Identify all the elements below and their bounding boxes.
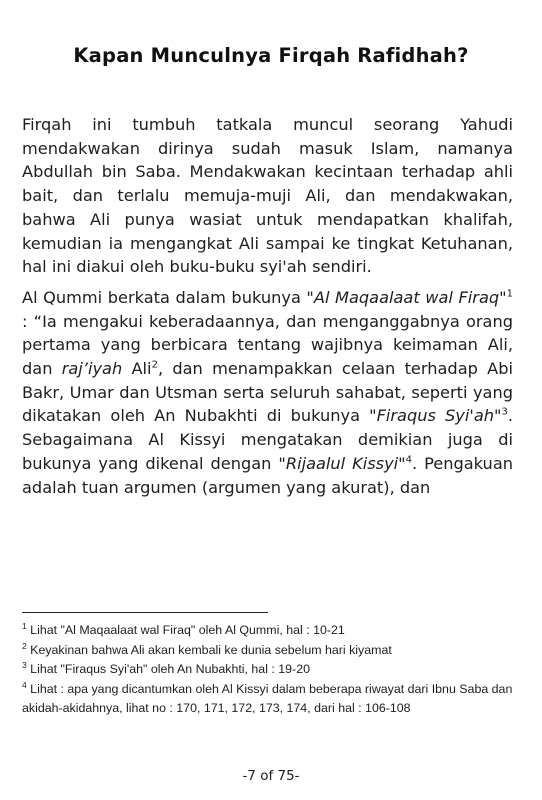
book-title: Rijaalul Kissyi [285,453,399,473]
footnote-ref: 3 [501,407,508,419]
footnote [22,680,513,719]
footnote-number: 4 [22,679,27,690]
footnote-text: Lihat "Firaqus Syi'ah" oleh An Nubakhti, hal : 19-20 [26,662,310,677]
footnote-divider [22,612,268,613]
text-run: Al Qummi berkata dalam bukunya " [22,287,314,307]
footnote [22,621,513,641]
text-run: . Pengakuan adalah tuan argumen (argumen yang akurat), dan [22,453,513,497]
text-run: " [398,453,406,473]
footnote-ref: 1 [506,288,513,300]
paragraph-2 [22,286,513,499]
text-run: , dan menampakkan celaan terhadap Abi Bakr, Umar dan Utsman serta seluruh sahabat, seperti yang dikatakan oleh An Nubakhti di bukunya " [22,359,514,426]
page-number: -7 of 75- [242,768,300,784]
paragraph-1: Firqah ini tumbuh tatkala muncul seorang Yahudi mendakwakan dirinya sudah masuk Islam, namanya Abdullah bin Saba. Mendakwakan kecintaan terhadap ahli bait, dan terlalu memuja-muji Ali, dan mendakwakan, bahwa Ali punya wasiat untuk mendapatkan khalifah, kemudian ia mengangkat Ali sampai ke tingkat Ketuhanan, hal ini diakui oleh buku-buku syi'ah sendiri. [22,115,513,277]
footnote-text: Keyakinan bahwa Ali akan kembali ke dunia sebelum hari kiyamat [26,642,392,657]
footnote-ref: 2 [151,359,158,371]
footnote-ref: 4 [405,454,412,466]
body-text [22,113,513,499]
page-title: Kapan Munculnya Firqah Rafidhah? [73,44,469,67]
footnote-text: Lihat : apa yang dicantumkan oleh Al Kissyi dalam beberapa riwayat dari Ibnu Saba dan akidah-akidahnya, lihat no : 170, 171, 172, 173, 174, dari hal : 106-108 [22,681,513,716]
text-run: . Sebagaimana Al Kissyi mengatakan demikian juga di bukunya yang dikenal dengan " [22,406,513,473]
footnotes [22,621,513,719]
footnote-number: 1 [22,620,27,631]
text-run: " [499,287,507,307]
footnote [22,660,513,680]
text-run: : “Ia mengakui keberadaannya, dan menganggabnya orang pertama yang berbicara tentang wajibnya keimaman Ali, dan [22,311,513,379]
text-run: " [494,406,502,426]
book-title: Firaqus Syi'ah [376,406,495,426]
book-title: Al Maqaalaat wal Firaq [313,287,500,307]
italic-term: raj’iyah [61,359,123,379]
footnote-number: 2 [22,640,27,651]
footnote-number: 3 [22,660,27,671]
text-run: Ali [122,359,152,379]
footnote [22,641,513,661]
footnote-text: Lihat "Al Maqaalaat wal Firaq" oleh Al Qummi, hal : 10-21 [26,623,345,637]
